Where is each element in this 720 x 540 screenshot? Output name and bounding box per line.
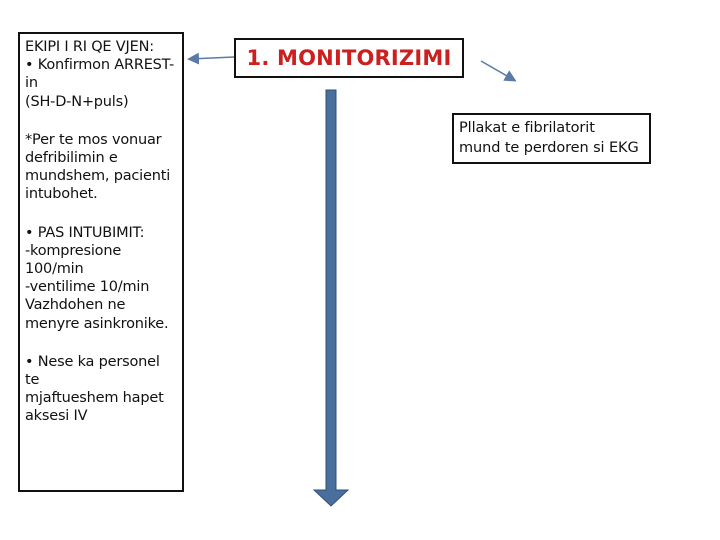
continue-line-1: Vazhdohen ne xyxy=(25,297,126,314)
panel-heading: EKIPI I RI QE VJEN: xyxy=(25,39,154,55)
defibrillator-note-line-2: mund te perdoren si EKG xyxy=(459,140,639,156)
confirm-bullet-continued: in xyxy=(25,75,38,92)
intubation-note-line-3: mundshem, pacienti xyxy=(25,168,171,185)
iv-access-line-2: mjaftueshem hapet xyxy=(25,390,164,407)
confirm-bullet: • Konfirmon ARREST- xyxy=(25,57,175,74)
intubation-note-line-1: *Per te mos vonuar xyxy=(25,131,162,148)
intubation-note-line-4: intubohet. xyxy=(25,186,98,203)
iv-access-line-3: aksesi IV xyxy=(25,408,88,425)
post-intubation-heading: • PAS INTUBIMIT: xyxy=(25,224,145,241)
iv-access-line-1: • Nese ka personel te xyxy=(25,353,160,389)
compressions-label: -kompresione xyxy=(25,242,122,259)
confirm-detail: (SH-D-N+puls) xyxy=(25,93,129,110)
right-connector-arrow xyxy=(481,61,514,80)
continue-line-2: menyre asinkronike. xyxy=(25,315,169,332)
monitoring-title: 1. MONITORIZIMI xyxy=(234,38,464,78)
defibrillator-note-line-1: Pllakat e fibrilatorit xyxy=(459,120,595,136)
left-connector-arrow xyxy=(190,57,234,59)
compressions-rate: 100/min xyxy=(25,261,84,278)
ventilation-rate: -ventilime 10/min xyxy=(25,279,150,296)
down-flow-arrow xyxy=(314,90,348,506)
intubation-note-line-2: defribilimin e xyxy=(25,150,118,167)
